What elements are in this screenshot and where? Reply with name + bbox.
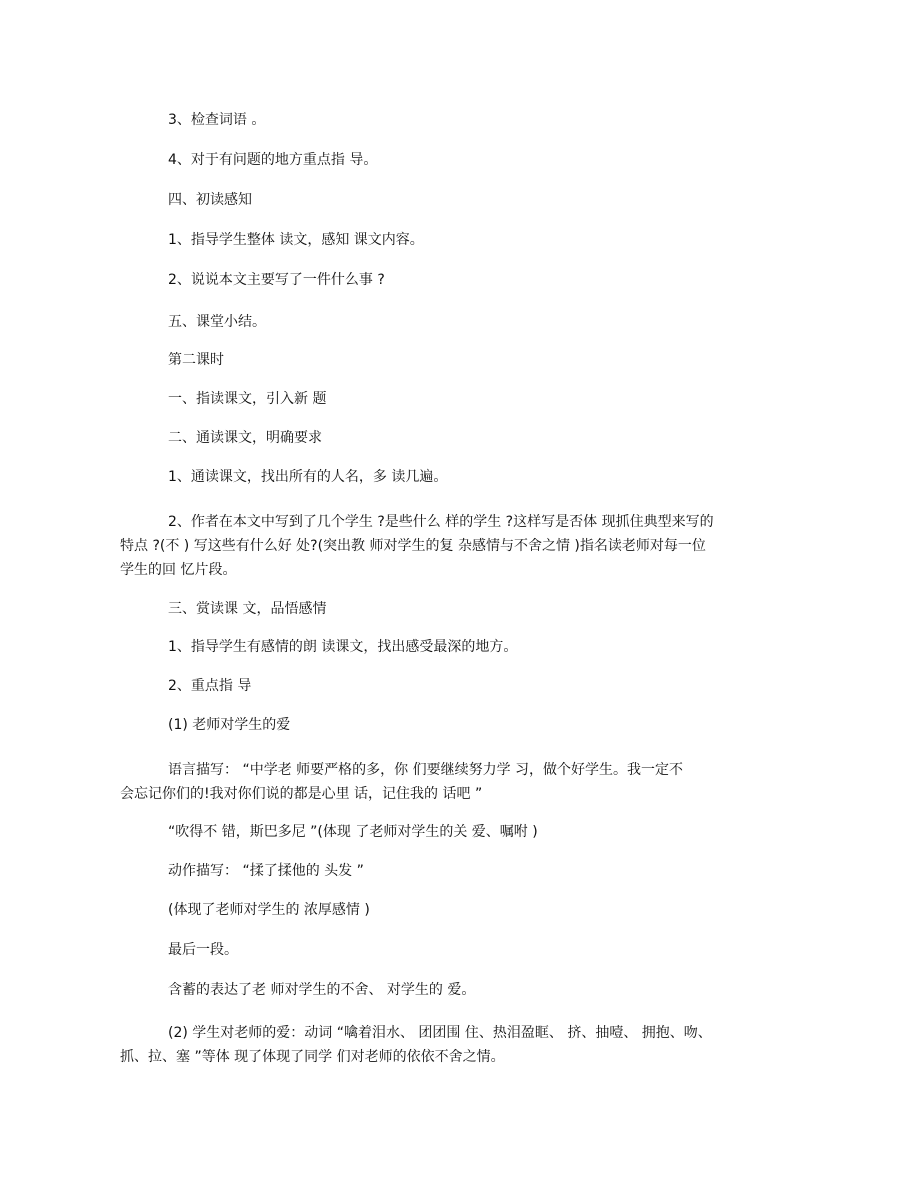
text-line: 1、指导学生有感情的朗 读课文，找出感受最深的地方。 xyxy=(168,639,518,655)
section-heading: 一、指读课文，引入新 题 xyxy=(168,391,327,407)
text-line: (体现了老师对学生的 浓厚感情 ) xyxy=(168,902,370,918)
paragraph-line: 2、作者在本文中写到了几个学生 ?是些什么 样的学生 ?这样写是否体 现抓住典型来写的 xyxy=(168,514,714,530)
paragraph-line: 特点 ?(不 ) 写这些有什么好 处?(突出教 师对学生的复 杂感情与不舍之情 )指名读老师对每一位 xyxy=(120,538,706,554)
text-line: 含蓄的表达了老 师对学生的不舍、 对学生的 爱。 xyxy=(168,982,476,998)
section-heading: 三、赏读课 文，品悟感情 xyxy=(168,601,327,617)
text-line: 4、对于有问题的地方重点指 导。 xyxy=(168,152,378,168)
text-line: 2、重点指 导 xyxy=(168,678,252,694)
paragraph-line: 抓、拉、塞 ”等体 现了体现了同学 们对老师的依依不舍之情。 xyxy=(120,1049,505,1065)
text-line: 最后一段。 xyxy=(168,942,238,958)
text-line: 1、指导学生整体 读文，感知 课文内容。 xyxy=(168,232,424,248)
text-line: 1、通读课文，找出所有的人名，多 读几遍。 xyxy=(168,469,448,485)
text-line: 2、说说本文主要写了一件什么事 ? xyxy=(168,272,385,288)
text-line: “吹得不 错，斯巴多尼 ”(体现 了老师对学生的关 爱、嘱咐 ) xyxy=(168,824,538,840)
section-heading: 四、初读感知 xyxy=(168,192,252,208)
section-heading: 五、课堂小结。 xyxy=(168,314,266,330)
section-heading: 二、通读课文，明确要求 xyxy=(168,430,322,446)
text-line: 动作描写： “揉了揉他的 头发 ” xyxy=(168,863,364,879)
paragraph-line: 语言描写： “中学老 师要严格的多，你 们要继续努力学 习，做个好学生。我一定不 xyxy=(168,762,684,778)
lesson-heading: 第二课时 xyxy=(168,352,224,368)
text-line: 3、检查词语 。 xyxy=(168,112,266,128)
paragraph-line: (2) 学生对老师的爱：动词 “噙着泪水、 团团围 住、热泪盈眶、 挤、抽噎、 拥抱、吻、 xyxy=(168,1025,712,1041)
subheading: (1) 老师对学生的爱 xyxy=(168,717,291,733)
paragraph-line: 会忘记你们的!我对你们说的都是心里 话，记住我的 话吧 ” xyxy=(120,786,483,802)
paragraph-line: 学生的回 忆片段。 xyxy=(120,562,237,578)
